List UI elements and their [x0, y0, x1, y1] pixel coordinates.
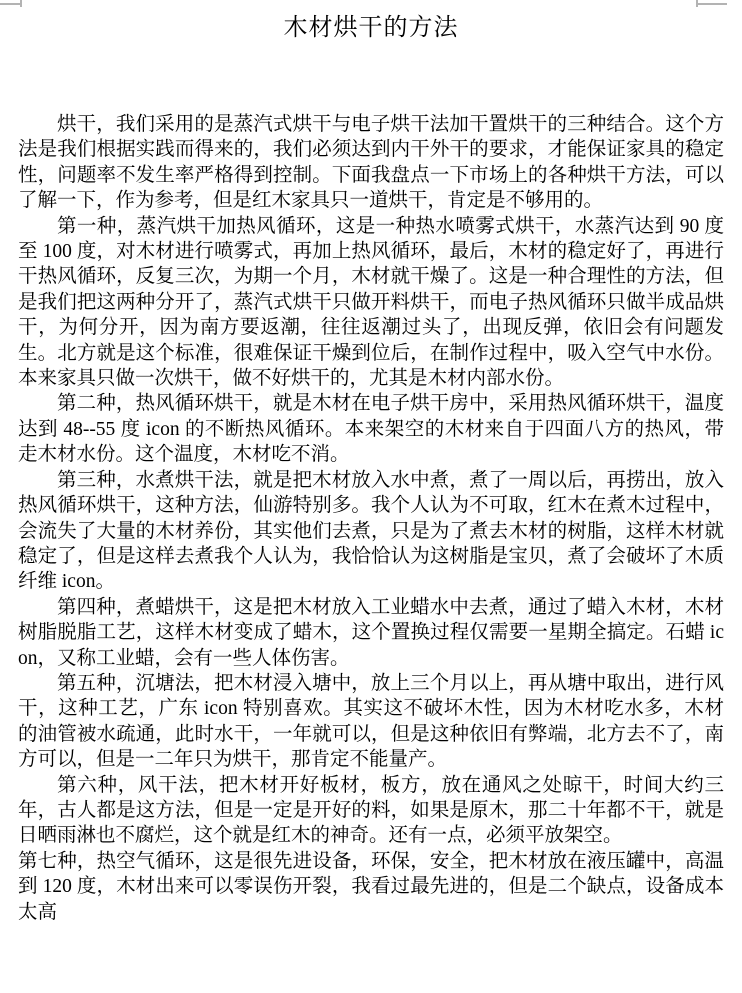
paragraph-intro: 烘干，我们采用的是蒸汽式烘干与电子烘干法加干置烘干的三种结合。这个方法是我们根据实践而得来的，我们必须达到内干外干的要求，才能保证家具的稳定性，问题率不发生率严格得到控制。下面我盘点一下市场上的各种烘干方法，可以了解一下，作为参考，但是红木家具只一道烘干，肯定是不够用的。 [18, 114, 724, 212]
paragraph-method-6-air-dry: 第六种，风干法，把木材开好板材，板方，放在通风之处晾干，时间大约三年，古人都是这方法，但是一定是开好的料，如果是原木，那二十年都不干，就是日晒雨淋也不腐烂，这个就是红木的神奇。还有一点，必须平放架空。 [18, 774, 724, 847]
document-title: 木材烘干的方法 [283, 15, 459, 41]
crop-mark-vertical-tick [696, 0, 698, 7]
crop-mark-horizontal-line [0, 3, 22, 5]
paragraph-method-7-hot-air-circulation: 第七种，热空气循环，这是很先进设备，环保，安全，把木材放在液压罐中，高温到 120 度，木材出来可以零误伤开裂，我看过最先进的，但是二个缺点，设备成本太高 [18, 850, 724, 923]
crop-mark-horizontal-line [697, 3, 727, 5]
paragraph-method-1-steam: 第一种，蒸汽烘干加热风循环，这是一种热水喷雾式烘干，水蒸汽达到 90 度至 100 度，对木材进行喷雾式，再加上热风循环，最后，木材的稳定好了，再进行干热风循环，反复三次，为期一个月，木材就干燥了。这是一种合理性的方法，但是我们把这两种分开了，蒸汽式烘干只做开料烘干，而电子热风循环只做半成品烘干，为何分开，因为南方要返潮，往往返潮过头了，出现反弹，依旧会有问题发生。北方就是这个标准，很难保证干燥到位后，在制作过程中，吸入空气中水份。本来家具只做一次烘干，做不好烘干的，尤其是木材内部水份。 [18, 215, 724, 390]
paragraph-method-3-water-boil: 第三种，水煮烘干法，就是把木材放入水中煮，煮了一周以后，再捞出，放入热风循环烘干，这种方法，仙游特别多。我个人认为不可取，红木在煮木过程中，会流失了大量的木材养份，其实他们去煮，只是为了煮去木材的树脂，这样木材就稳定了，但是这样去煮我个人认为，我恰恰认为这树脂是宝贝，煮了会破坏了木质纤维 icon。 [18, 469, 724, 593]
crop-mark-vertical-tick [20, 0, 22, 7]
paragraph-method-5-pond-soak: 第五种，沉塘法，把木材浸入塘中，放上三个月以上，再从塘中取出，进行风干，这种工艺，广东 icon 特别喜欢。其实这不破坏木性，因为木材吃水多，木材的油管被水疏通，此时水干，一年就可以，但是这种依旧有弊端，北方去不了，南方可以，但是一二年只为烘干，那肯定不能量产。 [18, 672, 724, 771]
paragraph-method-4-wax-boil: 第四种，煮蜡烘干，这是把木材放入工业蜡水中去煮，通过了蜡入木材，木材树脂脱脂工艺，这样木材变成了蜡木，这个置换过程仅需要一星期全搞定。石蜡 icon，又称工业蜡，会有一些人体伤害。 [18, 596, 724, 669]
document-body [0, 112, 742, 925]
paragraph-method-2-hot-air: 第二种，热风循环烘干，就是木材在电子烘干房中，采用热风循环烘干，温度达到 48--55 度 icon 的不断热风循环。本来架空的木材来自于四面八方的热风，带走木材水份。这个温度，木材吃不消。 [18, 393, 724, 466]
